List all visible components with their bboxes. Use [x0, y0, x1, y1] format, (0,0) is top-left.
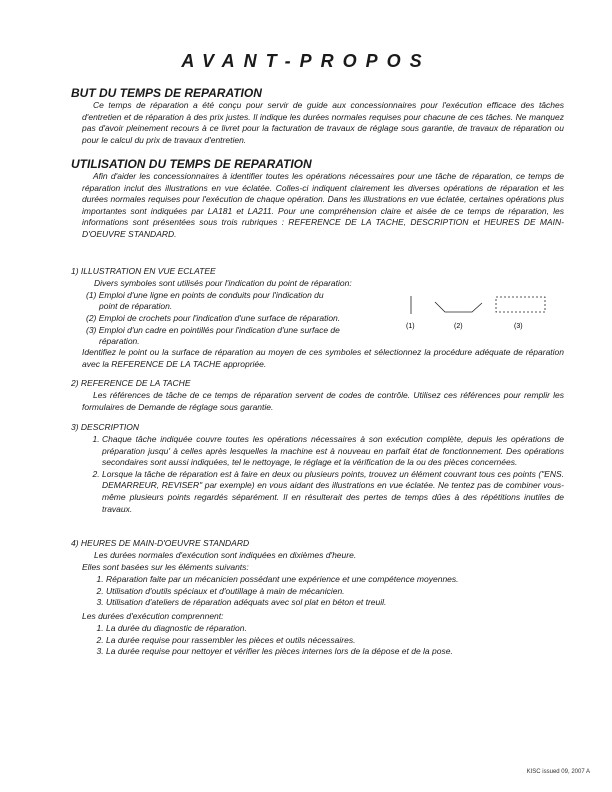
- labour-hours-includes-intro: Les durées d'exécution comprennent:: [82, 611, 224, 621]
- basis-item: 2. Utilisation d'outils spéciaux et d'outillage à main de mécanicien.: [106, 586, 566, 598]
- subsection-heading-description: 3) DESCRIPTION: [71, 422, 140, 432]
- labour-hours-intro: Les durées normales d'exécution sont indiquées en dixièmes d'heure.: [94, 550, 357, 560]
- illustration-intro: Divers symboles sont utilisés pour l'indication du point de réparation:: [94, 278, 352, 288]
- subsection-heading-illustration: 1) ILLUSTRATION EN VUE ECLATEE: [71, 266, 216, 276]
- includes-item: 3. La durée requise pour nettoyer et vérifier les pièces internes lors de la dépose et de la pose.: [106, 646, 566, 658]
- description-item: 1. Chaque tâche indiquée couvre toutes les opérations nécessaires à son exécution complète, depuis les opérations de préparation jusqu' à celles après lesquelles la machine est à nouveau en parfait état de fonctionnement. Des opérations secondaires sont aussi indiquées, tel le nettoyage, le réglage et la vérification de la ou des pièces concernées.: [102, 434, 564, 469]
- section-body-usage: Afin d'aider les concessionnaires à identifier toutes les opérations nécessaires pour une tâche de réparation, ce temps de réparation inclut des illustrations en vue éclatée. Colles-ci indiquent clairement les diverses opérations de réparation et les durées normales requises pour l'exécution de chaque opération. Dans les illustrations en vue éclatée, certaines opérations plus importantes sont indiquées par LA181 et LA211. Pour une compréhension claire et aisée de ce temps de réparation, les informations sont présentées sous trois rubriques : REFERENCE DE LA TACHE, DESCRIPTION et HEURES DE MAIN-D'OEUVRE STANDARD.: [82, 171, 564, 239]
- dashed-frame-symbol: [496, 297, 545, 312]
- repair-symbols-diagram: [398, 292, 558, 334]
- section-heading-usage: UTILISATION DU TEMPS DE REPARATION: [71, 157, 312, 171]
- bracket-symbol: [435, 302, 482, 312]
- reference-body: Les références de tâche de ce temps de réparation servent de codes de contrôle. Utilisez ces références pour remplir les formulaires de Demande de réglage sous garantie.: [82, 390, 564, 412]
- section-heading-purpose: BUT DU TEMPS DE REPARATION: [71, 86, 262, 100]
- basis-item: 1. Réparation faite par un mécanicien possédant une expérience et une compétence moyennes.: [106, 574, 566, 586]
- diagram-label-2: (2): [454, 323, 463, 330]
- description-list: [86, 434, 564, 515]
- includes-item: 1. La durée du diagnostic de réparation.: [106, 623, 566, 635]
- diagram-label-3: (3): [514, 323, 523, 330]
- subsection-heading-reference: 2) REFERENCE DE LA TACHE: [71, 378, 191, 388]
- subsection-heading-labour-hours: 4) HEURES DE MAIN-D'OEUVRE STANDARD: [71, 538, 250, 548]
- basis-item: 3. Utilisation d'ateliers de réparation adéquats avec sol plat en béton et treuil.: [106, 597, 566, 609]
- symbol-item-1: (1) Emploi d'une ligne en points de conduits pour l'indication du: [86, 290, 324, 300]
- section-body-purpose: Ce temps de réparation a été conçu pour servir de guide aux concessionnaires pour l'exécution efficace des tâches d'entretien et de réparation à des prix justes. Il indique les durées normales requises pour chacune de ces tâches. Ne manquez pas d'avoir pleinement recours à ce livret pour la facturation de travaux de réglage sous garantie, de travaux de réparation ou pour le calcul du prix de travaux d'entretien.: [82, 100, 564, 145]
- footer-issue-note: KISC issued 09, 2007 A: [526, 769, 590, 775]
- page-title: AVANT-PROPOS: [181, 51, 431, 71]
- labour-hours-basis-intro: Elles sont basées sur les éléments suivants:: [82, 562, 249, 572]
- symbol-item-2: (2) Emploi de crochets pour l'indication d'une surface de réparation.: [86, 313, 341, 323]
- diagram-label-1: (1): [406, 323, 415, 330]
- symbol-item-3-cont: réparation.: [99, 336, 140, 346]
- description-item: 2. Lorsque la tâche de réparation est à faire en deux ou plusieurs points, trouvez un élément couvrant tous ces points ("ENS. DEMARREUR, REVISER" par exemple) en vous aidant des illustrations en vue éclatée. Ne tentez pas de combiner vous-même plusieurs points regardés séparément. Il en résulterait des pertes de temps dûes à des répétitions inutiles de travaux.: [102, 469, 564, 515]
- illustration-outro: Identifiez le point ou la surface de réparation au moyen de ces symboles et sélectionnez la procédure adéquate de réparation avec la REFERENCE DE LA TACHE appropriée.: [82, 347, 564, 369]
- includes-list: [90, 623, 566, 658]
- symbol-item-1-cont: point de réparation.: [99, 301, 173, 311]
- includes-item: 2. La durée requise pour rassembler les pièces et outils nécessaires.: [106, 635, 566, 647]
- basis-list: [90, 574, 566, 609]
- symbol-item-3: (3) Emploi d'un cadre en pointillés pour l'indication d'une surface de: [86, 325, 340, 335]
